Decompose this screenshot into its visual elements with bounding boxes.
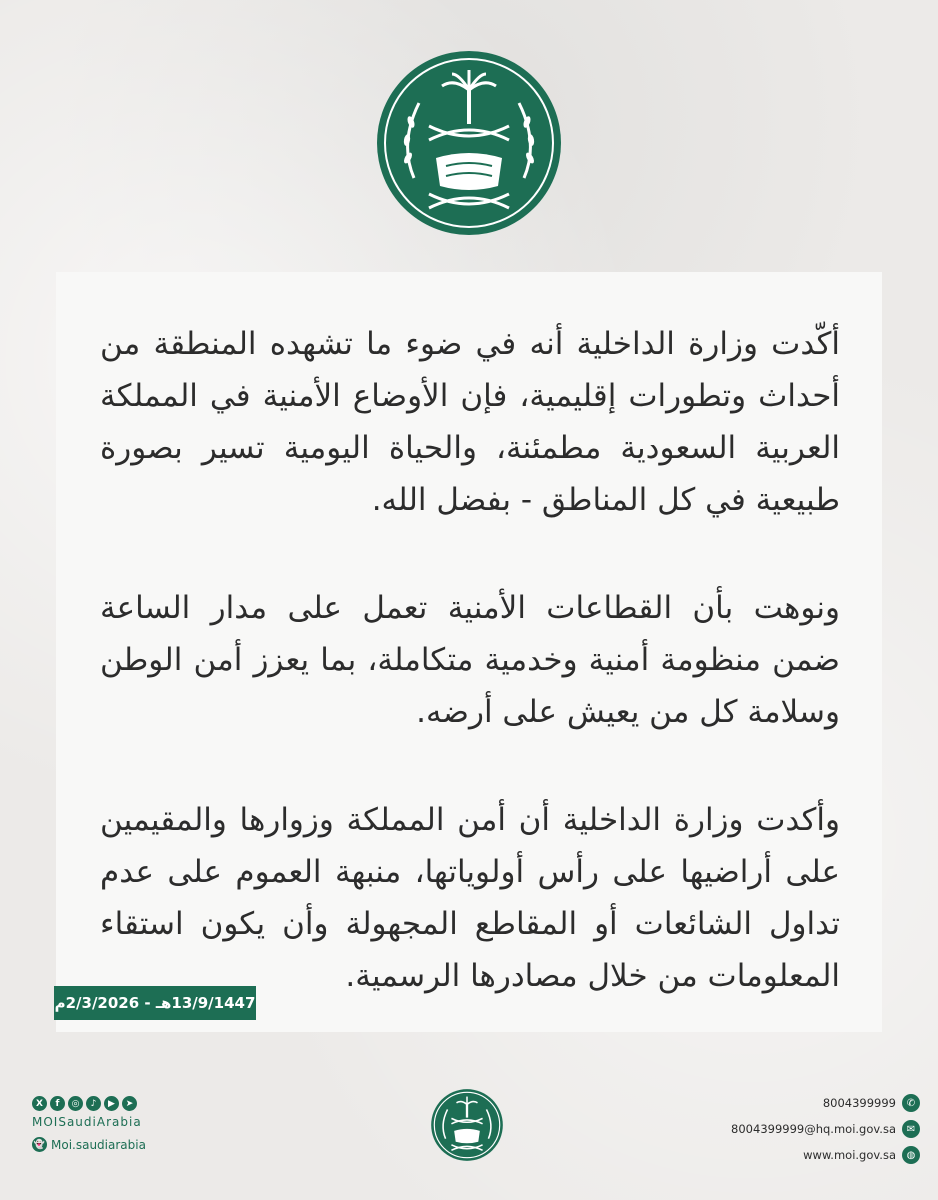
globe-icon: ◍	[902, 1146, 920, 1164]
statement-paragraph-2: ونوهت بأن القطاعات الأمنية تعمل على مدار الساعة ضمن منظومة أمنية وخدمية متكاملة، بما يعزز أمن الوطن وسلامة كل من يعيش على أرضه.	[100, 590, 840, 730]
statement-paragraph-3: وأكدت وزارة الداخلية أن أمن المملكة وزوارها والمقيمين على أراضيها على رأس أولوياتها، منبهة العموم على عدم تداول الشائعات أو المقاطع المجهولة وأن يكون استقاء المعلومات من خلال مصادرها الرسمية.	[100, 802, 840, 994]
phone-row[interactable]	[700, 1092, 920, 1114]
telegram-icon[interactable]: ➤	[122, 1096, 137, 1111]
snapchat-icon[interactable]: 👻	[32, 1137, 47, 1152]
date-badge: 13/9/1447هـ - 2/3/2026م	[54, 986, 256, 1020]
statement-body	[100, 318, 840, 1058]
social-icons-row	[32, 1096, 212, 1111]
snapchat-row[interactable]	[32, 1137, 212, 1152]
social-block	[32, 1096, 212, 1152]
statement-paragraph-1: أكّدت وزارة الداخلية أنه في ضوء ما تشهده المنطقة من أحداث وتطورات إقليمية، فإن الأوضاع الأمنية في المملكة العربية السعودية مطمئنة، والحياة اليومية تسير بصورة طبيعية في كل المناطق - بفضل الله.	[100, 326, 840, 518]
snapchat-handle[interactable]: Moi.saudiarabia	[51, 1137, 146, 1152]
phone-number[interactable]: 8004399999	[822, 1096, 896, 1110]
facebook-icon[interactable]: f	[50, 1096, 65, 1111]
youtube-icon[interactable]: ▶	[104, 1096, 119, 1111]
moi-emblem	[374, 48, 564, 238]
moi-emblem-small	[430, 1088, 504, 1162]
website-row[interactable]	[700, 1144, 920, 1166]
tiktok-icon[interactable]: ♪	[86, 1096, 101, 1111]
x-icon[interactable]: X	[32, 1096, 47, 1111]
email-icon: ✉	[902, 1120, 920, 1138]
email-row[interactable]	[700, 1118, 920, 1140]
social-handle[interactable]: MOISaudiArabia	[32, 1115, 142, 1129]
instagram-icon[interactable]: ◎	[68, 1096, 83, 1111]
contact-block	[700, 1092, 920, 1170]
website-link[interactable]: www.moi.gov.sa	[803, 1148, 896, 1162]
email-address[interactable]: 8004399999@hq.moi.gov.sa	[731, 1122, 896, 1136]
phone-icon: ✆	[902, 1094, 920, 1112]
